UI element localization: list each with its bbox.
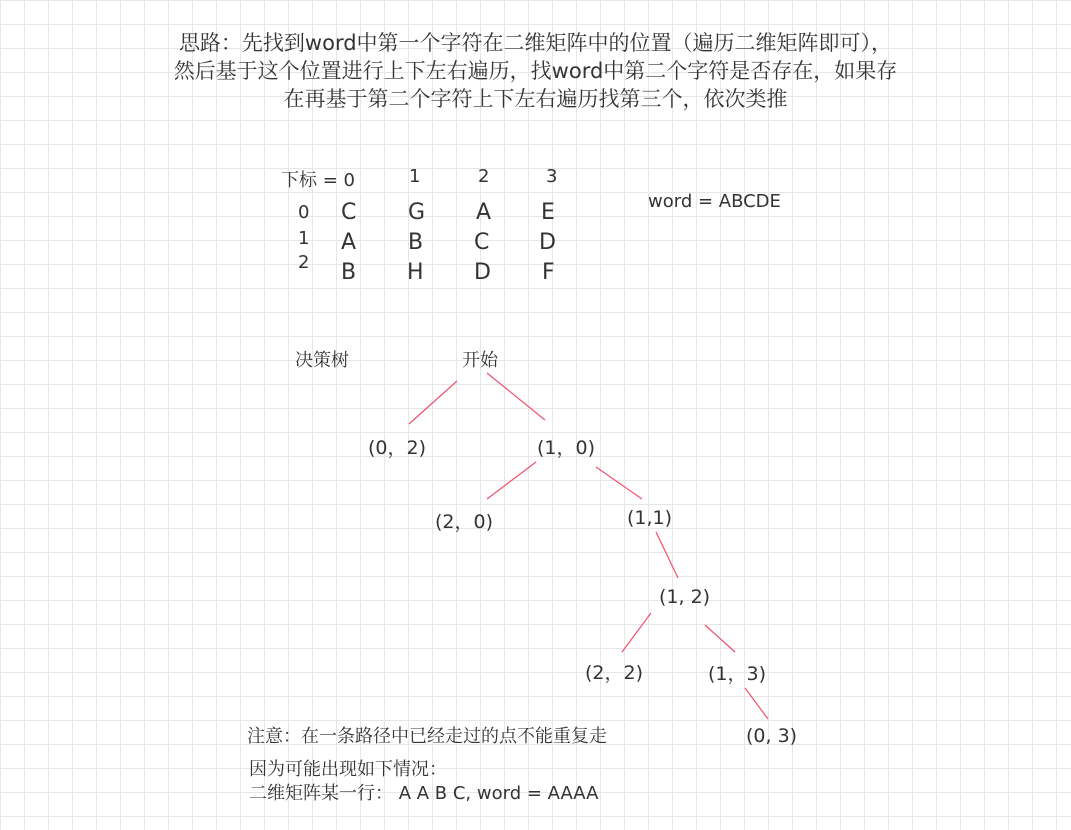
col-index: 2 bbox=[478, 166, 490, 187]
row-index: 2 bbox=[298, 252, 310, 273]
matrix-cell: C bbox=[341, 200, 357, 225]
matrix-cell: C bbox=[474, 230, 490, 255]
intro-line: 思路：先找到word中第一个字符在二维矩阵中的位置（遍历二维矩阵即可）， bbox=[178, 31, 893, 55]
matrix-cell: B bbox=[408, 230, 424, 255]
tree-node: (0，2) bbox=[368, 437, 427, 459]
col-index: 1 bbox=[409, 166, 421, 187]
tree-title: 决策树 bbox=[295, 350, 349, 371]
tree-node: (0, 3) bbox=[746, 725, 798, 747]
row-index: 0 bbox=[298, 202, 310, 223]
index-header-label: 下标 = 0 bbox=[281, 170, 355, 191]
matrix-cell: A bbox=[341, 230, 357, 255]
tree-edge bbox=[705, 625, 735, 652]
intro-line: 在再基于第二个字符上下左右遍历找第三个，依次类推 bbox=[283, 87, 788, 111]
tree-edge bbox=[745, 688, 768, 719]
matrix-cell: B bbox=[341, 260, 357, 285]
note-text: 二维矩阵某一行： A A B C, word = AAAA bbox=[249, 783, 599, 804]
matrix-cell: G bbox=[408, 200, 426, 225]
tree-edge bbox=[656, 532, 678, 578]
matrix-cell: F bbox=[542, 260, 555, 285]
note-text: 注意：在一条路径中已经走过的点不能重复走 bbox=[247, 726, 607, 747]
tree-edge bbox=[487, 373, 545, 420]
tree-node: (1，3) bbox=[708, 663, 767, 685]
word-label: word = ABCDE bbox=[648, 191, 781, 212]
tree-node: (1,1) bbox=[627, 507, 673, 529]
tree-edge bbox=[622, 613, 651, 652]
tree-node: (1, 2) bbox=[659, 586, 711, 608]
tree-root-node: 开始 bbox=[462, 350, 498, 371]
matrix-cell: D bbox=[539, 230, 556, 255]
note-text: 因为可能出现如下情况： bbox=[249, 759, 447, 780]
matrix-cell: A bbox=[476, 200, 492, 225]
tree-edge bbox=[409, 381, 457, 424]
matrix-cell: H bbox=[407, 260, 424, 285]
tree-edge bbox=[596, 467, 642, 499]
col-index: 3 bbox=[546, 166, 558, 187]
tree-edge bbox=[487, 462, 536, 499]
matrix-cell: E bbox=[541, 200, 555, 225]
tree-node: (1，0) bbox=[537, 437, 596, 459]
tree-node: (2，0) bbox=[435, 511, 494, 533]
intro-line: 然后基于这个位置进行上下左右遍历，找word中第二个字符是否存在，如果存 bbox=[173, 59, 898, 83]
matrix-cell: D bbox=[474, 260, 491, 285]
row-index: 1 bbox=[298, 228, 310, 249]
tree-node: (2，2) bbox=[585, 662, 644, 684]
